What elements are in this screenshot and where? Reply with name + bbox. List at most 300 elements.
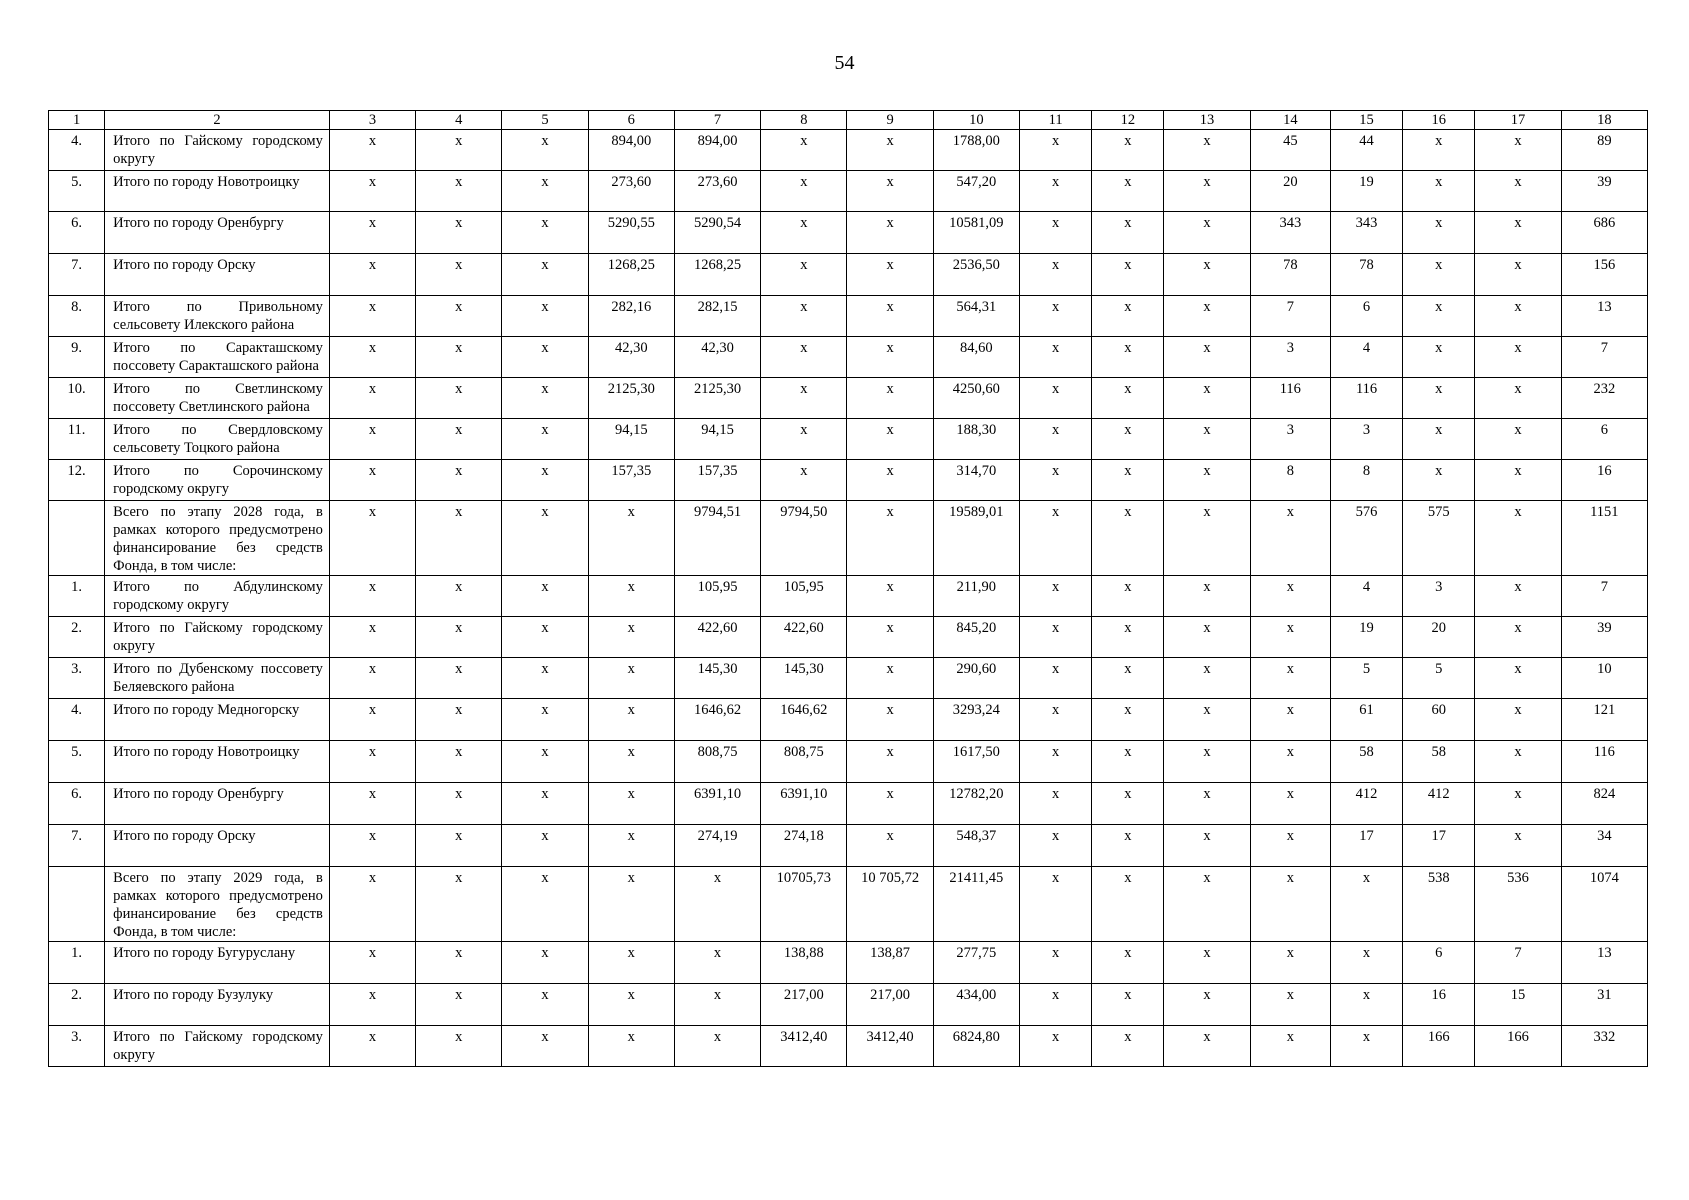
value-cell-col-13: х (1164, 984, 1250, 1026)
value-cell-col-10: 548,37 (933, 825, 1019, 867)
value-cell-col-17: х (1475, 212, 1561, 254)
value-cell-col-11: х (1019, 825, 1091, 867)
value-cell-col-9: х (847, 378, 933, 419)
value-cell-col-8: 274,18 (761, 825, 847, 867)
value-cell-col-6: х (588, 783, 674, 825)
value-cell-col-6: 42,30 (588, 337, 674, 378)
value-cell-col-10: 290,60 (933, 658, 1019, 699)
value-cell-col-9: х (847, 501, 933, 576)
column-number-17: 17 (1475, 111, 1561, 130)
value-cell-col-18: 7 (1561, 337, 1647, 378)
value-cell-col-5: х (502, 867, 588, 942)
value-cell-col-6: х (588, 699, 674, 741)
value-cell-col-10: 845,20 (933, 617, 1019, 658)
value-cell-col-11: х (1019, 741, 1091, 783)
value-cell-col-6: х (588, 825, 674, 867)
value-cell-col-14: х (1250, 825, 1330, 867)
value-cell-col-17: х (1475, 296, 1561, 337)
value-cell-col-13: х (1164, 337, 1250, 378)
value-cell-col-7: 42,30 (674, 337, 760, 378)
value-cell-col-17: х (1475, 130, 1561, 171)
value-cell-col-4: х (416, 741, 502, 783)
value-cell-col-14: 3 (1250, 419, 1330, 460)
row-name-cell: Итого по Гайскому городскому округу (105, 617, 330, 658)
column-number-6: 6 (588, 111, 674, 130)
value-cell-col-12: х (1092, 460, 1164, 501)
value-cell-col-5: х (502, 419, 588, 460)
row-number-cell: 6. (49, 783, 105, 825)
header-row (49, 111, 1648, 130)
value-cell-col-14: х (1250, 576, 1330, 617)
value-cell-col-10: 1617,50 (933, 741, 1019, 783)
value-cell-col-12: х (1092, 867, 1164, 942)
value-cell-col-16: х (1403, 296, 1475, 337)
value-cell-col-6: 5290,55 (588, 212, 674, 254)
value-cell-col-15: 61 (1330, 699, 1402, 741)
value-cell-col-13: х (1164, 741, 1250, 783)
value-cell-col-18: 1151 (1561, 501, 1647, 576)
value-cell-col-10: 188,30 (933, 419, 1019, 460)
value-cell-col-15: 78 (1330, 254, 1402, 296)
value-cell-col-7: 274,19 (674, 825, 760, 867)
value-cell-col-7: 282,15 (674, 296, 760, 337)
value-cell-col-5: х (502, 130, 588, 171)
value-cell-col-6: х (588, 658, 674, 699)
column-number-12: 12 (1092, 111, 1164, 130)
value-cell-col-3: х (329, 378, 415, 419)
value-cell-col-14: 343 (1250, 212, 1330, 254)
value-cell-col-15: 576 (1330, 501, 1402, 576)
value-cell-col-9: х (847, 741, 933, 783)
column-number-13: 13 (1164, 111, 1250, 130)
table-row (49, 419, 1648, 460)
value-cell-col-15: 19 (1330, 617, 1402, 658)
value-cell-col-11: х (1019, 460, 1091, 501)
row-number-cell: 10. (49, 378, 105, 419)
value-cell-col-7: х (674, 984, 760, 1026)
value-cell-col-11: х (1019, 942, 1091, 984)
value-cell-col-8: х (761, 130, 847, 171)
value-cell-col-3: х (329, 501, 415, 576)
value-cell-col-8: 1646,62 (761, 699, 847, 741)
value-cell-col-4: х (416, 1026, 502, 1067)
value-cell-col-13: х (1164, 825, 1250, 867)
value-cell-col-11: х (1019, 867, 1091, 942)
column-number-10: 10 (933, 111, 1019, 130)
value-cell-col-18: 156 (1561, 254, 1647, 296)
value-cell-col-7: 105,95 (674, 576, 760, 617)
row-name-cell: Итого по городу Орску (105, 825, 330, 867)
value-cell-col-4: х (416, 984, 502, 1026)
value-cell-col-13: х (1164, 171, 1250, 212)
value-cell-col-11: х (1019, 254, 1091, 296)
row-number-cell: 4. (49, 699, 105, 741)
value-cell-col-5: х (502, 171, 588, 212)
table-row (49, 942, 1648, 984)
value-cell-col-8: 10705,73 (761, 867, 847, 942)
value-cell-col-8: 217,00 (761, 984, 847, 1026)
value-cell-col-16: 58 (1403, 741, 1475, 783)
value-cell-col-11: х (1019, 171, 1091, 212)
value-cell-col-7: 894,00 (674, 130, 760, 171)
value-cell-col-18: 31 (1561, 984, 1647, 1026)
value-cell-col-9: 10 705,72 (847, 867, 933, 942)
value-cell-col-12: х (1092, 942, 1164, 984)
row-number-cell: 11. (49, 419, 105, 460)
value-cell-col-9: х (847, 783, 933, 825)
table-row (49, 130, 1648, 171)
value-cell-col-6: х (588, 576, 674, 617)
value-cell-col-11: х (1019, 501, 1091, 576)
value-cell-col-15: 343 (1330, 212, 1402, 254)
table-row (49, 378, 1648, 419)
column-number-3: 3 (329, 111, 415, 130)
value-cell-col-10: 434,00 (933, 984, 1019, 1026)
value-cell-col-9: х (847, 658, 933, 699)
value-cell-col-17: х (1475, 501, 1561, 576)
value-cell-col-17: х (1475, 783, 1561, 825)
value-cell-col-3: х (329, 212, 415, 254)
value-cell-col-17: х (1475, 699, 1561, 741)
value-cell-col-9: х (847, 699, 933, 741)
value-cell-col-16: х (1403, 460, 1475, 501)
value-cell-col-9: х (847, 576, 933, 617)
table-row (49, 501, 1648, 576)
value-cell-col-17: х (1475, 658, 1561, 699)
value-cell-col-7: х (674, 1026, 760, 1067)
value-cell-col-12: х (1092, 783, 1164, 825)
value-cell-col-14: 78 (1250, 254, 1330, 296)
column-number-18: 18 (1561, 111, 1647, 130)
value-cell-col-15: 19 (1330, 171, 1402, 212)
value-cell-col-17: х (1475, 617, 1561, 658)
value-cell-col-12: х (1092, 825, 1164, 867)
value-cell-col-5: х (502, 254, 588, 296)
value-cell-col-11: х (1019, 699, 1091, 741)
value-cell-col-6: х (588, 741, 674, 783)
value-cell-col-7: 808,75 (674, 741, 760, 783)
value-cell-col-10: 3293,24 (933, 699, 1019, 741)
row-name-cell: Итого по городу Оренбургу (105, 212, 330, 254)
value-cell-col-6: х (588, 984, 674, 1026)
column-number-14: 14 (1250, 111, 1330, 130)
value-cell-col-4: х (416, 296, 502, 337)
value-cell-col-15: 116 (1330, 378, 1402, 419)
row-number-cell: 8. (49, 296, 105, 337)
value-cell-col-10: 211,90 (933, 576, 1019, 617)
value-cell-col-7: 6391,10 (674, 783, 760, 825)
value-cell-col-12: х (1092, 296, 1164, 337)
value-cell-col-15: 4 (1330, 576, 1402, 617)
value-cell-col-13: х (1164, 212, 1250, 254)
value-cell-col-6: х (588, 1026, 674, 1067)
value-cell-col-3: х (329, 699, 415, 741)
value-cell-col-12: х (1092, 658, 1164, 699)
value-cell-col-3: х (329, 617, 415, 658)
value-cell-col-16: х (1403, 419, 1475, 460)
value-cell-col-3: х (329, 658, 415, 699)
value-cell-col-13: х (1164, 296, 1250, 337)
table-row (49, 783, 1648, 825)
value-cell-col-18: 332 (1561, 1026, 1647, 1067)
column-number-15: 15 (1330, 111, 1402, 130)
value-cell-col-6: 894,00 (588, 130, 674, 171)
value-cell-col-15: х (1330, 1026, 1402, 1067)
row-number-cell: 2. (49, 617, 105, 658)
value-cell-col-14: 3 (1250, 337, 1330, 378)
value-cell-col-18: 39 (1561, 617, 1647, 658)
row-number-cell: 3. (49, 658, 105, 699)
value-cell-col-5: х (502, 984, 588, 1026)
value-cell-col-12: х (1092, 617, 1164, 658)
row-number-cell: 5. (49, 171, 105, 212)
value-cell-col-11: х (1019, 212, 1091, 254)
page-number: 54 (834, 52, 855, 74)
value-cell-col-12: х (1092, 171, 1164, 212)
value-cell-col-6: х (588, 501, 674, 576)
value-cell-col-17: х (1475, 254, 1561, 296)
table-row (49, 984, 1648, 1026)
value-cell-col-7: 2125,30 (674, 378, 760, 419)
value-cell-col-10: 1788,00 (933, 130, 1019, 171)
row-name-cell: Итого по Сорочинскому городскому округу (105, 460, 330, 501)
table-row (49, 254, 1648, 296)
value-cell-col-15: 44 (1330, 130, 1402, 171)
value-cell-col-5: х (502, 741, 588, 783)
row-name-cell: Итого по Саракташскому поссовету Саракташского района (105, 337, 330, 378)
value-cell-col-18: 121 (1561, 699, 1647, 741)
value-cell-col-8: 6391,10 (761, 783, 847, 825)
value-cell-col-10: 4250,60 (933, 378, 1019, 419)
row-number-cell: 1. (49, 942, 105, 984)
value-cell-col-15: 17 (1330, 825, 1402, 867)
value-cell-col-6: 157,35 (588, 460, 674, 501)
value-cell-col-12: х (1092, 130, 1164, 171)
row-name-cell: Итого по Светлинскому поссовету Светлинского района (105, 378, 330, 419)
value-cell-col-9: х (847, 296, 933, 337)
row-name-cell: Итого по городу Бузулуку (105, 984, 330, 1026)
value-cell-col-6: 2125,30 (588, 378, 674, 419)
table-row (49, 212, 1648, 254)
value-cell-col-18: 34 (1561, 825, 1647, 867)
value-cell-col-5: х (502, 501, 588, 576)
value-cell-col-15: 412 (1330, 783, 1402, 825)
value-cell-col-7: 157,35 (674, 460, 760, 501)
value-cell-col-17: х (1475, 337, 1561, 378)
value-cell-col-17: 7 (1475, 942, 1561, 984)
value-cell-col-9: х (847, 460, 933, 501)
table-row (49, 576, 1648, 617)
value-cell-col-4: х (416, 378, 502, 419)
row-number-cell: 1. (49, 576, 105, 617)
value-cell-col-8: 138,88 (761, 942, 847, 984)
column-number-16: 16 (1403, 111, 1475, 130)
column-number-11: 11 (1019, 111, 1091, 130)
table-row (49, 867, 1648, 942)
row-number-cell (49, 501, 105, 576)
value-cell-col-7: 273,60 (674, 171, 760, 212)
value-cell-col-18: 116 (1561, 741, 1647, 783)
value-cell-col-8: х (761, 337, 847, 378)
value-cell-col-6: 282,16 (588, 296, 674, 337)
value-cell-col-12: х (1092, 501, 1164, 576)
value-cell-col-6: х (588, 617, 674, 658)
row-name-cell: Итого по городу Новотроицку (105, 171, 330, 212)
value-cell-col-11: х (1019, 419, 1091, 460)
value-cell-col-14: х (1250, 783, 1330, 825)
value-cell-col-16: х (1403, 254, 1475, 296)
value-cell-col-8: 145,30 (761, 658, 847, 699)
value-cell-col-4: х (416, 825, 502, 867)
value-cell-col-3: х (329, 783, 415, 825)
value-cell-col-13: х (1164, 1026, 1250, 1067)
row-name-cell: Итого по городу Оренбургу (105, 783, 330, 825)
value-cell-col-3: х (329, 1026, 415, 1067)
value-cell-col-8: х (761, 419, 847, 460)
value-cell-col-8: х (761, 212, 847, 254)
column-number-1: 1 (49, 111, 105, 130)
column-number-8: 8 (761, 111, 847, 130)
value-cell-col-3: х (329, 825, 415, 867)
value-cell-col-9: х (847, 171, 933, 212)
value-cell-col-5: х (502, 460, 588, 501)
value-cell-col-10: 10581,09 (933, 212, 1019, 254)
value-cell-col-8: 105,95 (761, 576, 847, 617)
value-cell-col-15: 5 (1330, 658, 1402, 699)
value-cell-col-17: х (1475, 419, 1561, 460)
value-cell-col-16: 538 (1403, 867, 1475, 942)
value-cell-col-17: 15 (1475, 984, 1561, 1026)
value-cell-col-16: 17 (1403, 825, 1475, 867)
value-cell-col-4: х (416, 501, 502, 576)
row-name-cell: Итого по Гайскому городскому округу (105, 130, 330, 171)
row-number-cell: 7. (49, 825, 105, 867)
column-number-2: 2 (105, 111, 330, 130)
value-cell-col-7: 9794,51 (674, 501, 760, 576)
row-number-cell: 3. (49, 1026, 105, 1067)
table-row (49, 699, 1648, 741)
value-cell-col-14: 20 (1250, 171, 1330, 212)
value-cell-col-14: х (1250, 1026, 1330, 1067)
value-cell-col-9: х (847, 130, 933, 171)
value-cell-col-16: 20 (1403, 617, 1475, 658)
value-cell-col-15: х (1330, 942, 1402, 984)
value-cell-col-16: 16 (1403, 984, 1475, 1026)
value-cell-col-13: х (1164, 699, 1250, 741)
value-cell-col-6: х (588, 942, 674, 984)
table-row (49, 617, 1648, 658)
value-cell-col-12: х (1092, 254, 1164, 296)
value-cell-col-18: 6 (1561, 419, 1647, 460)
value-cell-col-18: 232 (1561, 378, 1647, 419)
value-cell-col-16: х (1403, 130, 1475, 171)
value-cell-col-18: 824 (1561, 783, 1647, 825)
value-cell-col-15: х (1330, 984, 1402, 1026)
value-cell-col-10: 84,60 (933, 337, 1019, 378)
value-cell-col-15: 58 (1330, 741, 1402, 783)
value-cell-col-12: х (1092, 1026, 1164, 1067)
value-cell-col-16: 60 (1403, 699, 1475, 741)
value-cell-col-4: х (416, 419, 502, 460)
value-cell-col-7: 422,60 (674, 617, 760, 658)
value-cell-col-9: х (847, 617, 933, 658)
value-cell-col-3: х (329, 942, 415, 984)
table-row (49, 296, 1648, 337)
value-cell-col-8: х (761, 378, 847, 419)
value-cell-col-14: 7 (1250, 296, 1330, 337)
value-cell-col-13: х (1164, 501, 1250, 576)
value-cell-col-17: 536 (1475, 867, 1561, 942)
row-name-cell: Итого по Гайскому городскому округу (105, 1026, 330, 1067)
row-name-cell: Итого по городу Новотроицку (105, 741, 330, 783)
value-cell-col-4: х (416, 867, 502, 942)
value-cell-col-5: х (502, 296, 588, 337)
value-cell-col-12: х (1092, 212, 1164, 254)
value-cell-col-18: 10 (1561, 658, 1647, 699)
value-cell-col-10: 564,31 (933, 296, 1019, 337)
value-cell-col-14: х (1250, 867, 1330, 942)
value-cell-col-14: х (1250, 984, 1330, 1026)
column-number-4: 4 (416, 111, 502, 130)
row-number-cell: 9. (49, 337, 105, 378)
value-cell-col-3: х (329, 741, 415, 783)
value-cell-col-16: х (1403, 337, 1475, 378)
row-number-cell: 4. (49, 130, 105, 171)
value-cell-col-11: х (1019, 617, 1091, 658)
value-cell-col-13: х (1164, 254, 1250, 296)
table-body (49, 111, 1648, 1067)
value-cell-col-7: 5290,54 (674, 212, 760, 254)
value-cell-col-13: х (1164, 783, 1250, 825)
value-cell-col-8: 808,75 (761, 741, 847, 783)
value-cell-col-8: 3412,40 (761, 1026, 847, 1067)
column-number-7: 7 (674, 111, 760, 130)
row-number-cell: 2. (49, 984, 105, 1026)
value-cell-col-4: х (416, 699, 502, 741)
value-cell-col-8: х (761, 254, 847, 296)
value-cell-col-18: 89 (1561, 130, 1647, 171)
value-cell-col-16: х (1403, 171, 1475, 212)
value-cell-col-3: х (329, 130, 415, 171)
value-cell-col-5: х (502, 1026, 588, 1067)
value-cell-col-17: х (1475, 576, 1561, 617)
value-cell-col-12: х (1092, 741, 1164, 783)
value-cell-col-13: х (1164, 419, 1250, 460)
value-cell-col-4: х (416, 212, 502, 254)
value-cell-col-18: 686 (1561, 212, 1647, 254)
value-cell-col-18: 1074 (1561, 867, 1647, 942)
row-number-cell: 5. (49, 741, 105, 783)
value-cell-col-10: 19589,01 (933, 501, 1019, 576)
value-cell-col-10: 21411,45 (933, 867, 1019, 942)
row-name-cell: Всего по этапу 2028 года, в рамках которого предусмотрено финансирование без средств Фонда, в том числе: (105, 501, 330, 576)
value-cell-col-8: х (761, 460, 847, 501)
value-cell-col-4: х (416, 942, 502, 984)
row-number-cell: 12. (49, 460, 105, 501)
value-cell-col-13: х (1164, 576, 1250, 617)
value-cell-col-15: х (1330, 867, 1402, 942)
row-name-cell: Итого по городу Медногорску (105, 699, 330, 741)
value-cell-col-14: 45 (1250, 130, 1330, 171)
value-cell-col-9: х (847, 212, 933, 254)
value-cell-col-5: х (502, 699, 588, 741)
table-row (49, 741, 1648, 783)
value-cell-col-3: х (329, 254, 415, 296)
value-cell-col-9: 138,87 (847, 942, 933, 984)
value-cell-col-11: х (1019, 576, 1091, 617)
value-cell-col-18: 16 (1561, 460, 1647, 501)
row-name-cell: Итого по городу Орску (105, 254, 330, 296)
